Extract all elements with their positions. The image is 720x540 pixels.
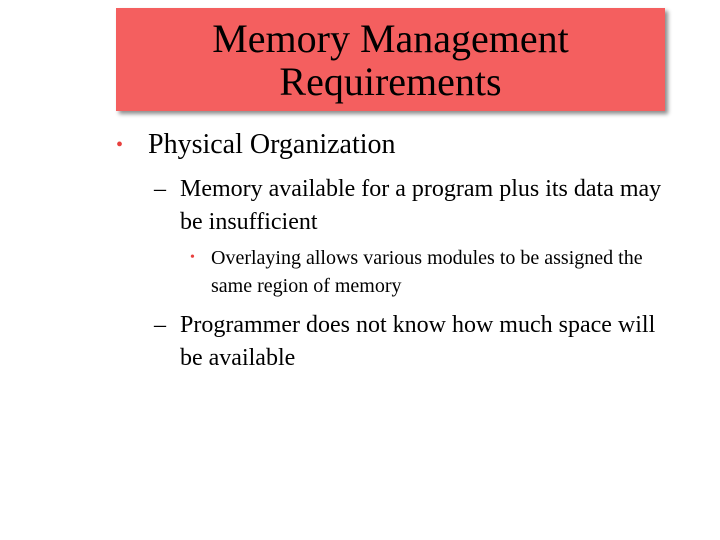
sub-sub-bullet-text: Overlaying allows various modules to be assigned the same region of memory — [211, 247, 643, 297]
dash-icon: – — [154, 312, 166, 338]
sub-bullet-level-2 — [154, 173, 674, 239]
sub-bullet-text: Memory available for a program plus its data may be insufficient — [180, 176, 662, 235]
sub-bullet-level-2 — [154, 309, 674, 375]
bullet-level-1 — [112, 127, 672, 163]
dash-icon: – — [154, 176, 166, 202]
bullet-icon: • — [116, 134, 124, 156]
slide-title-line-1: Memory Management — [212, 15, 569, 61]
bullet-text: Physical Organization — [148, 129, 396, 160]
sub-sub-bullet-level-3 — [190, 244, 660, 300]
bullet-icon: • — [190, 250, 195, 265]
sub-bullet-text: Programmer does not know how much space will be available — [180, 312, 656, 371]
slide-title-line-2: Requirements — [279, 58, 502, 104]
